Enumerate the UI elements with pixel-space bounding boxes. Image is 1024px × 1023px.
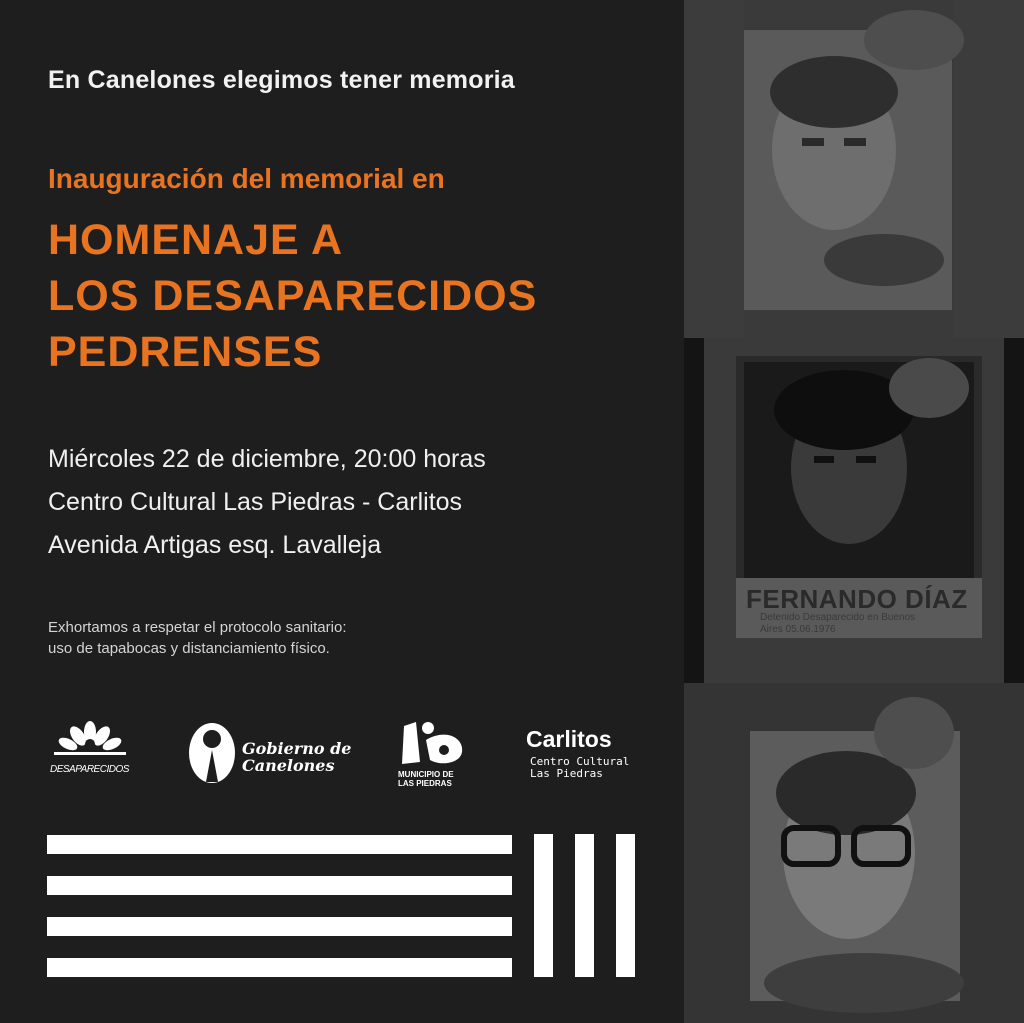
vertical-stripe xyxy=(575,834,594,977)
tagline: En Canelones elegimos tener memoria xyxy=(48,66,515,94)
title-line-2: LOS DESAPARECIDOS xyxy=(48,272,538,320)
municipio-line-2: LAS PIEDRAS xyxy=(398,779,452,788)
logo-carlitos xyxy=(526,726,646,786)
logo-gobierno-canelones xyxy=(188,722,352,786)
horizontal-stripe xyxy=(47,917,512,936)
title-line-1: HOMENAJE A xyxy=(48,216,344,264)
pre-title: Inauguración del memorial en xyxy=(48,163,445,194)
photo-man-holding-portrait-1 xyxy=(684,0,1024,338)
municipio-text xyxy=(398,770,454,788)
photo-column xyxy=(684,0,1024,1023)
desaparecidos-text: DESAPARECIDOS xyxy=(50,764,129,775)
gobierno-line-2: Canelones xyxy=(242,756,335,775)
carlitos-sub-line-1: Centro Cultural xyxy=(530,755,630,768)
horizontal-stripe xyxy=(47,876,512,895)
horizontal-stripe xyxy=(47,835,512,854)
photo-man-holding-portrait-3 xyxy=(684,683,1024,1023)
canelones-emblem-icon xyxy=(188,722,236,784)
notice-line-2: uso de tapabocas y distanciamiento físico. xyxy=(48,640,330,657)
municipio-line-1: MUNICIPIO DE xyxy=(398,770,454,779)
horizontal-stripe xyxy=(47,958,512,977)
logo-municipio-las-piedras xyxy=(396,718,476,790)
event-details xyxy=(48,438,486,567)
gobierno-line-1: Gobierno de xyxy=(242,739,352,758)
event-date-time: Miércoles 22 de diciembre, 20:00 horas xyxy=(48,445,486,473)
carlitos-sub-line-2: Las Piedras xyxy=(530,767,603,780)
logo-desaparecidos xyxy=(50,718,130,788)
vertical-stripe xyxy=(616,834,635,977)
carlitos-title: Carlitos xyxy=(526,726,612,752)
sanitary-notice xyxy=(48,617,346,659)
portrait-name-label: FERNANDO DÍAZ xyxy=(746,584,968,614)
carlitos-subtitle xyxy=(530,756,629,780)
portrait-subtitle: Detenido Desaparecido en Buenos Aires 05.06.1976 xyxy=(760,612,916,635)
vertical-stripe xyxy=(534,834,553,977)
gobierno-text xyxy=(242,740,351,774)
municipio-emblem-icon xyxy=(396,718,466,768)
daisy-logo-icon xyxy=(50,718,130,764)
notice-line-1: Exhortamos a respetar el protocolo sanitario: xyxy=(48,619,347,636)
main-title xyxy=(48,212,537,380)
title-line-3: PEDRENSES xyxy=(48,328,323,376)
event-venue: Centro Cultural Las Piedras - Carlitos xyxy=(48,488,463,516)
event-address: Avenida Artigas esq. Lavalleja xyxy=(48,531,382,559)
